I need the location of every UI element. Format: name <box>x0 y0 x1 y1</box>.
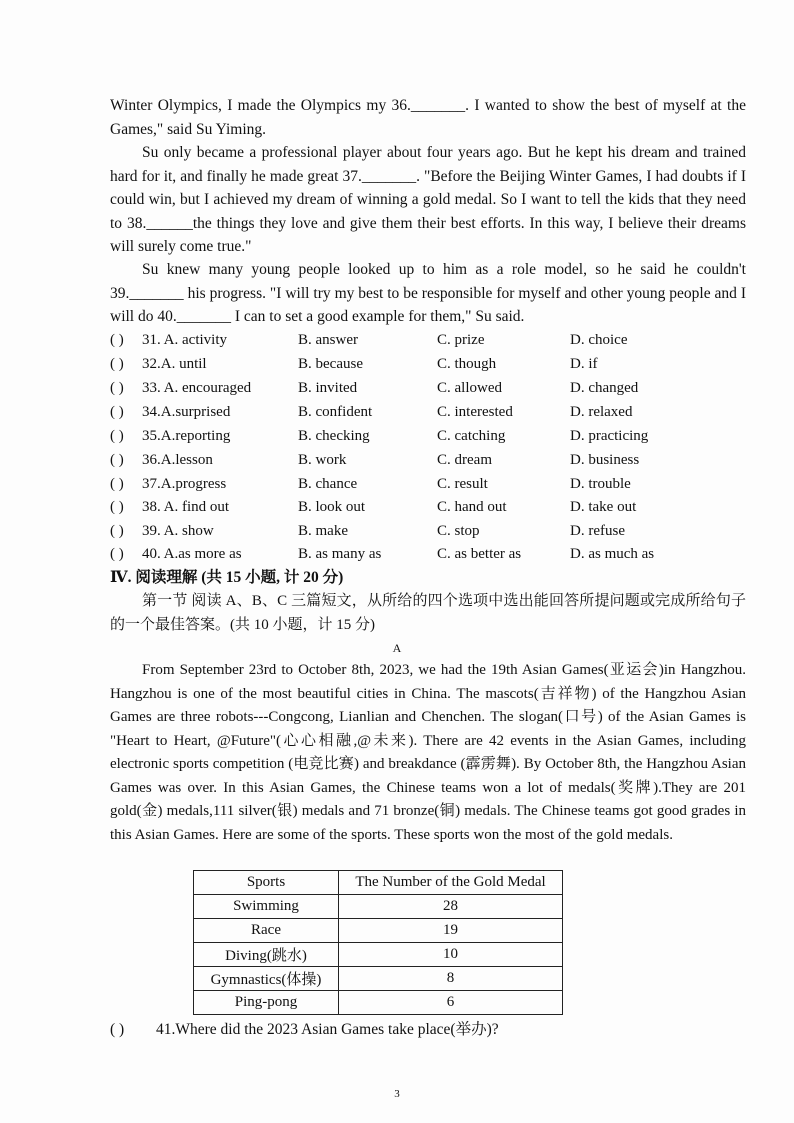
table-row <box>194 895 563 919</box>
option-c: C. hand out <box>437 499 507 515</box>
answer-paren: ( ) <box>110 428 124 444</box>
option-d: D. if <box>570 356 598 372</box>
option-b: B. because <box>298 356 363 372</box>
option-d: D. trouble <box>570 476 631 492</box>
answer-paren: ( ) <box>110 356 124 372</box>
table-row <box>194 991 563 1015</box>
option-d: D. business <box>570 452 640 468</box>
question-31 <box>110 329 750 353</box>
option-b: B. as many as <box>298 546 382 562</box>
table-cell: Race <box>194 919 339 943</box>
table-cell: 10 <box>339 943 563 967</box>
option-b: B. invited <box>298 380 358 396</box>
table-row <box>194 919 563 943</box>
option-d: D. take out <box>570 499 637 515</box>
table-header-cell: Sports <box>194 871 339 895</box>
answer-paren: ( ) <box>110 476 124 492</box>
option-c: C. as better as <box>437 546 522 562</box>
answer-paren: ( ) <box>110 1021 125 1038</box>
question-32 <box>110 353 750 377</box>
option-b: B. look out <box>298 499 366 515</box>
option-d: D. choice <box>570 332 628 348</box>
answer-paren: ( ) <box>110 546 124 562</box>
question-41 <box>110 1018 499 1042</box>
question-41-text: 41.Where did the 2023 Asian Games take place(举办)? <box>156 1021 499 1038</box>
question-38 <box>110 496 750 520</box>
table-cell: 28 <box>339 895 563 919</box>
table-row <box>194 943 563 967</box>
option-a: 35.A.reporting <box>142 428 231 444</box>
option-a: 39. A. show <box>142 523 214 539</box>
gold-medal-table <box>193 870 563 1015</box>
option-c: C. interested <box>437 404 513 420</box>
question-36 <box>110 449 750 473</box>
option-a: 37.A.progress <box>142 476 227 492</box>
passage-label: A <box>392 641 402 655</box>
table-cell: 19 <box>339 919 563 943</box>
option-c: C. dream <box>437 452 492 468</box>
table-row <box>194 967 563 991</box>
option-b: B. chance <box>298 476 358 492</box>
option-d: D. practicing <box>570 428 649 444</box>
paragraph-1: Winter Olympics, I made the Olympics my 36._______. I wanted to show the best of myself at the Games," said Su Yiming. <box>110 97 746 138</box>
answer-paren: ( ) <box>110 404 124 420</box>
paragraph-2: Su only became a professional player about four years ago. But he kept his dream and trained hard for it, and finally he made great 37._______. "Before the Beijing Winter Games, I had doubts if I could win, but I achieved my dream of winning a gold medal. So I want to tell the kids that they need to 38.______the things they love and give them their best efforts. In this way, I believe their dreams will surely come true." <box>110 144 746 255</box>
answer-paren: ( ) <box>110 523 124 539</box>
option-d: D. as much as <box>570 546 655 562</box>
table-cell: 6 <box>339 991 563 1015</box>
table-cell: Ping-pong <box>194 991 339 1015</box>
option-d: D. changed <box>570 380 639 396</box>
option-c: C. prize <box>437 332 485 348</box>
question-40 <box>110 543 750 567</box>
page-number: 3 <box>394 1088 400 1100</box>
paragraph-3: Su knew many young people looked up to him as a role model, so he said he couldn't 39._______ his progress. "I will try my best to be responsible for myself and other young people and I will do 40._______ I can to set a good example for them," Su said. <box>110 261 746 325</box>
answer-paren: ( ) <box>110 380 124 396</box>
question-39 <box>110 520 750 544</box>
option-b: B. make <box>298 523 348 539</box>
question-37 <box>110 473 750 497</box>
option-d: D. relaxed <box>570 404 633 420</box>
table-cell: Swimming <box>194 895 339 919</box>
option-a: 32.A. until <box>142 356 207 372</box>
option-b: B. checking <box>298 428 370 444</box>
option-b: B. work <box>298 452 347 468</box>
option-a: 36.A.lesson <box>142 452 213 468</box>
table-cell: 8 <box>339 967 563 991</box>
option-a: 31. A. activity <box>142 332 227 348</box>
table-header-row <box>194 871 563 895</box>
answer-paren: ( ) <box>110 452 124 468</box>
table-header-cell: The Number of the Gold Medal <box>339 871 563 895</box>
option-a: 33. A. encouraged <box>142 380 252 396</box>
option-c: C. catching <box>437 428 506 444</box>
option-c: C. though <box>437 356 497 372</box>
table-cell: Gymnastics(体操) <box>194 967 339 991</box>
answer-paren: ( ) <box>110 332 124 348</box>
question-34 <box>110 401 750 425</box>
option-a: 38. A. find out <box>142 499 230 515</box>
section-title: Ⅳ. 阅读理解 (共 15 小题, 计 20 分) <box>110 569 344 586</box>
question-33 <box>110 377 750 401</box>
option-a: 34.A.surprised <box>142 404 231 420</box>
option-a: 40. A.as more as <box>142 546 242 562</box>
table-cell: Diving(跳水) <box>194 943 339 967</box>
section-instruction: 第一节 阅读 A、B、C 三篇短文，从所给的四个选项中选出能回答所提问题或完成所给句子的一个最佳答案。(共 10 小题，计 15 分) <box>110 593 746 633</box>
answer-paren: ( ) <box>110 499 124 515</box>
passage-a-text: From September 23rd to October 8th, 2023, we had the 19th Asian Games(亚运会)in Hangzhou. Hangzhou is one of the most beautiful cities in China. The mascots(吉祥物) of the Hangzhou Asian Games are three robots---Congcong, Lianlian and Chenchen. The slogan(口号) of the Asian Games is "Heart to Heart, @Future"(心心相融,@未来). There are 42 events in the Asian Games, including electronic sports competition (电竞比赛) and breakdance (霹雳舞). By October 8th, the Hangzhou Asian Games was over. In this Asian Games, the Chinese teams won a lot of medals(奖牌).They are 201 gold(金) medals,111 silver(银) medals and 71 bronze(铜) medals. The Chinese teams got good grades in this Asian Games. Here are some of the sports. These sports won the most of the gold medals. <box>110 662 746 843</box>
option-c: C. stop <box>437 523 480 539</box>
option-d: D. refuse <box>570 523 625 539</box>
option-c: C. result <box>437 476 488 492</box>
option-b: B. answer <box>298 332 358 348</box>
option-c: C. allowed <box>437 380 502 396</box>
option-b: B. confident <box>298 404 373 420</box>
question-35 <box>110 425 750 449</box>
